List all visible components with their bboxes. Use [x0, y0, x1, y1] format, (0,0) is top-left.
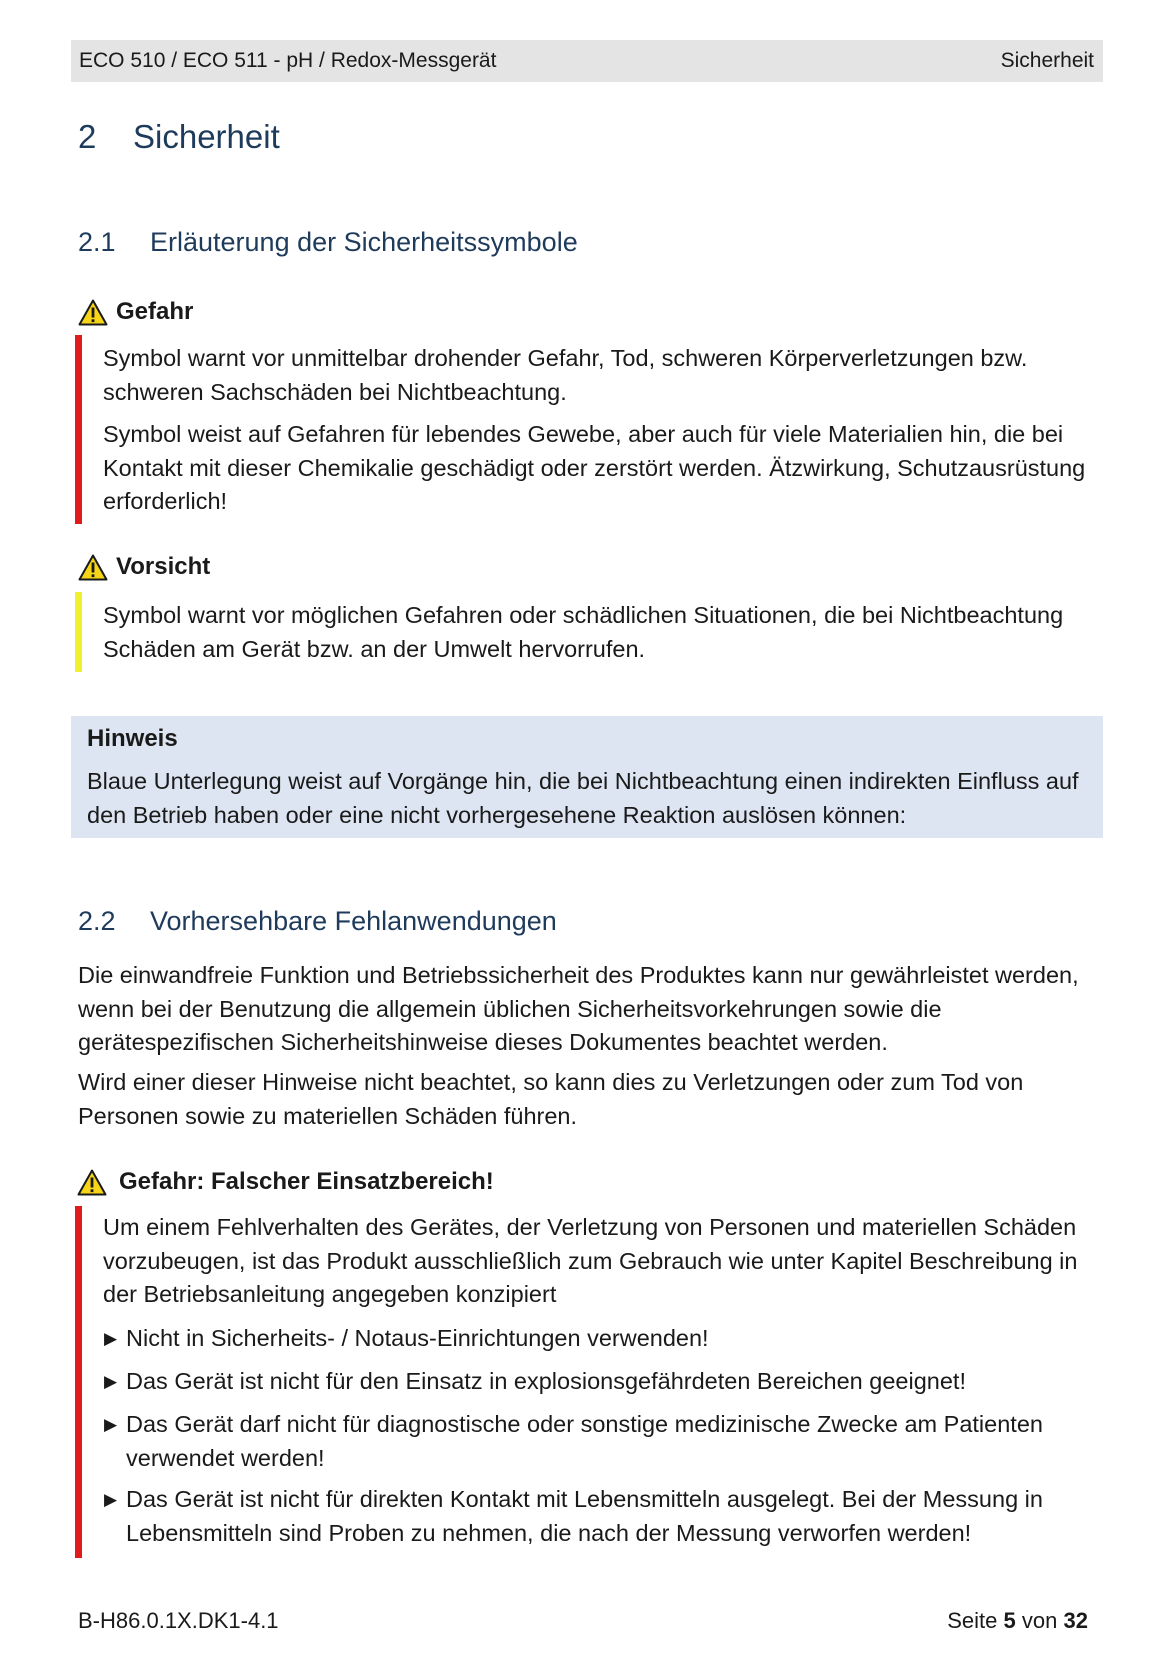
danger-heading [78, 298, 193, 326]
danger-heading-misuse [78, 1168, 494, 1196]
body-paragraph-2: Wird einer dieser Hinweise nicht beachtet, so kann dies zu Verletzungen oder zum Tod von Personen sowie zu materiellen Schäden führen. [78, 1069, 1024, 1129]
warning-triangle-icon [78, 299, 108, 326]
bullet-triangle-icon: ▶ [104, 1329, 118, 1348]
danger-misuse-title: Gefahr: Falscher Einsatzbereich! [119, 1168, 494, 1195]
hint-title: Hinweis [87, 725, 178, 752]
bullet-triangle-icon: ▶ [104, 1490, 118, 1509]
footer-document-id: B-H86.0.1X.DK1-4.1 [78, 1608, 279, 1633]
section-title: Vorhersehbare Fehlanwendungen [150, 906, 557, 936]
caution-heading [78, 553, 210, 581]
list-item: ▶ Nicht in Sicherheits- / Notaus-Einrichtungen verwenden! [104, 1322, 1094, 1356]
section-heading-2-1 [78, 227, 578, 258]
body-paragraph-1: Die einwandfreie Funktion und Betriebssicherheit des Produktes kann nur gewährleistet werden, wenn bei der Benutzung die allgemein üblichen Sicherheitsvorkehrungen sowie die gerätespezifischen Sicherheitshinweise dieses Dokumentes beachtet werden. [78, 962, 1079, 1055]
danger-text-1: Symbol warnt vor unmittelbar drohender Gefahr, Tod, schweren Körperverletzungen bzw. schweren Sachschäden bei Nichtbeachtung. [103, 345, 1028, 405]
section-heading-2-2 [78, 906, 557, 937]
chapter-heading [78, 118, 280, 156]
list-item: ▶ Das Gerät ist nicht für direkten Kontakt mit Lebensmitteln ausgelegt. Bei der Messung in Lebensmitteln sind Proben zu nehmen, die nach der Messung verworfen werden! [104, 1483, 1094, 1550]
danger-misuse-side-bar [75, 1206, 82, 1558]
list-item: ▶ Das Gerät ist nicht für den Einsatz in explosionsgefährdeten Bereichen geeignet! [104, 1365, 1094, 1399]
header-section-name: Sicherheit [1000, 49, 1094, 72]
running-header [71, 40, 1103, 82]
caution-title: Vorsicht [116, 553, 211, 580]
list-item: ▶ Das Gerät darf nicht für diagnostische oder sonstige medizinische Zwecke am Patienten verwendet werden! [104, 1408, 1094, 1475]
chapter-number: 2 [78, 118, 97, 155]
chapter-title: Sicherheit [133, 118, 280, 155]
section-number: 2.2 [78, 906, 116, 936]
danger-text-2: Symbol weist auf Gefahren für lebendes Gewebe, aber auch für viele Materialien hin, die bei Kontakt mit dieser Chemikalie geschädigt oder zerstört werden. Ätzwirkung, Schutzausrüstung erforderlich! [103, 421, 1086, 514]
warning-triangle-icon [78, 554, 108, 581]
caution-text: Symbol warnt vor möglichen Gefahren oder schädlichen Situationen, die bei Nichtbeachtung Schäden am Gerät bzw. an der Umwelt hervorrufen. [103, 602, 1064, 662]
footer-page-number: Seite 5 von 32 [947, 1608, 1088, 1633]
hint-text: Blaue Unterlegung weist auf Vorgänge hin, die bei Nichtbeachtung einen indirekten Einfluss auf den Betrieb haben oder eine nicht vorhergesehene Reaktion auslösen können: [87, 768, 1079, 828]
section-number: 2.1 [78, 227, 116, 257]
bullet-triangle-icon: ▶ [104, 1415, 118, 1434]
danger-title: Gefahr [116, 298, 194, 325]
danger-misuse-text: Um einem Fehlverhalten des Gerätes, der Verletzung von Personen und materiellen Schäden vorzubeugen, ist das Produkt ausschließlich zum Gebrauch wie unter Kapitel Beschreibung in der Betriebsanleitung angegeben konzipiert [103, 1214, 1078, 1307]
section-title: Erläuterung der Sicherheitssymbole [150, 227, 578, 257]
header-product-title: ECO 510 / ECO 511 - pH / Redox-Messgerät [79, 49, 497, 72]
bullet-triangle-icon: ▶ [104, 1372, 118, 1391]
danger-side-bar [75, 335, 82, 524]
warning-triangle-icon [77, 1169, 107, 1196]
caution-side-bar [75, 592, 82, 672]
